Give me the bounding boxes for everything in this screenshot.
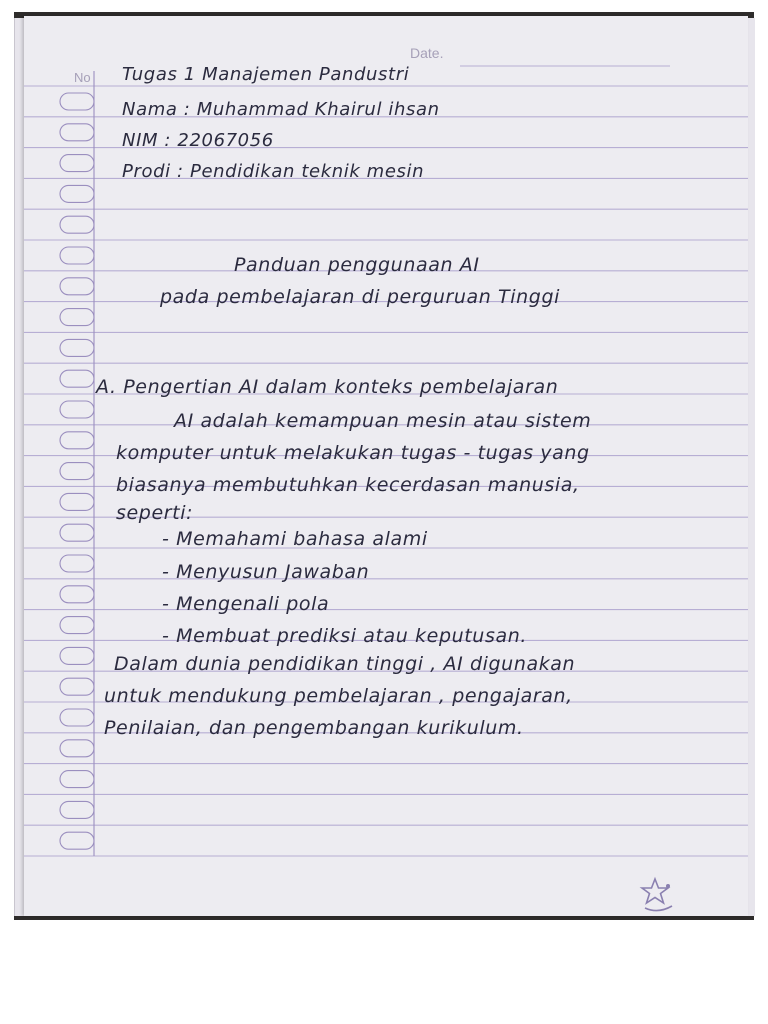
bullet-4: - Membuat prediksi atau keputusan. bbox=[162, 625, 527, 647]
bullet-2: - Menyusun Jawaban bbox=[162, 561, 370, 583]
date-label: Date. bbox=[410, 45, 444, 61]
paragraph-1-line-2: komputer untuk melakukan tugas - tugas yang bbox=[116, 442, 590, 464]
margin-bubble bbox=[60, 339, 94, 356]
margin-bubble bbox=[60, 709, 94, 726]
margin-bubble bbox=[60, 155, 94, 172]
margin-bubble bbox=[60, 647, 94, 664]
notebook-page bbox=[24, 16, 748, 916]
bullet-3: - Mengenali pola bbox=[162, 593, 330, 615]
nim-line: NIM : 22067056 bbox=[122, 130, 274, 151]
margin-bubble bbox=[60, 370, 94, 387]
margin-bubble bbox=[60, 771, 94, 788]
margin-bubble bbox=[60, 185, 94, 202]
margin-bubble bbox=[60, 524, 94, 541]
prodi-line: Prodi : Pendidikan teknik mesin bbox=[122, 161, 425, 182]
margin-bubble bbox=[60, 278, 94, 295]
paragraph-1-line-4: seperti: bbox=[116, 502, 194, 524]
margin-bubble bbox=[60, 124, 94, 141]
title-line-2: pada pembelajaran di perguruan Tinggi bbox=[160, 286, 560, 308]
margin-bubble bbox=[60, 432, 94, 449]
paragraph-1-line-3: biasanya membutuhkan kecerdasan manusia, bbox=[116, 474, 580, 496]
paragraph-2-line-1: Dalam dunia pendidikan tinggi , AI digunakan bbox=[114, 653, 576, 675]
margin-bubble bbox=[60, 401, 94, 418]
margin-bubble bbox=[60, 740, 94, 757]
star-rocking-horse-icon bbox=[639, 876, 677, 914]
margin-bubble bbox=[60, 617, 94, 634]
margin-bubble bbox=[60, 247, 94, 264]
margin-bubble bbox=[60, 678, 94, 695]
paragraph-2-line-3: Penilaian, dan pengembangan kurikulum. bbox=[104, 717, 524, 739]
margin-bubble bbox=[60, 463, 94, 480]
section-heading: A. Pengertian AI dalam konteks pembelajaran bbox=[96, 376, 559, 398]
assignment-line: Tugas 1 Manajemen Pandustri bbox=[122, 64, 410, 85]
margin-bubble bbox=[60, 93, 94, 110]
margin-bubble bbox=[60, 832, 94, 849]
margin-bubble bbox=[60, 493, 94, 510]
ruled-lines bbox=[24, 16, 748, 916]
title-line-1: Panduan penggunaan AI bbox=[234, 254, 480, 276]
paragraph-1-line-1: AI adalah kemampuan mesin atau sistem bbox=[174, 410, 592, 432]
no-label: No bbox=[74, 70, 91, 85]
margin-bubble bbox=[60, 801, 94, 818]
paragraph-2-line-2: untuk mendukung pembelajaran , pengajaran, bbox=[104, 685, 573, 707]
bullet-1: - Memahami bahasa alami bbox=[162, 528, 428, 550]
margin-bubble bbox=[60, 216, 94, 233]
margin-bubble bbox=[60, 309, 94, 326]
margin-bubble bbox=[60, 555, 94, 572]
name-line: Nama : Muhammad Khairul ihsan bbox=[122, 99, 440, 120]
margin-bubble bbox=[60, 586, 94, 603]
